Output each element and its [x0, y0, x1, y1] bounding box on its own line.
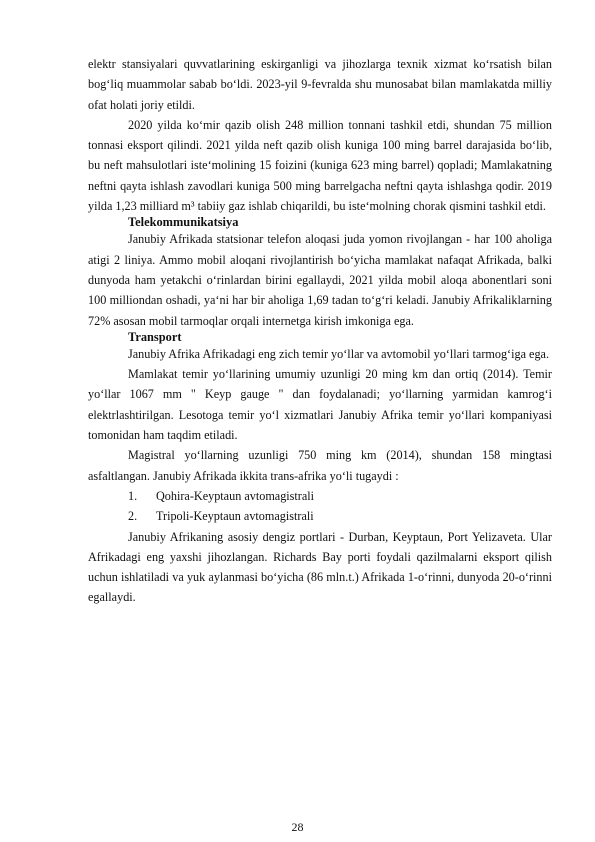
- paragraph-highways: Magistral yo‘llarning uzunligi 750 ming km (2014), shundan 158 mingtasi asfaltlangan. Janubiy Afrikada ikkita trans-afrika yo‘li tugaydi :: [88, 448, 552, 483]
- list-item-number: 2.: [128, 509, 138, 524]
- paragraph-transport-network: Janubiy Afrika Afrikadagi eng zich temir yo‘llar va avtomobil yo‘llari tarmog‘iga ega.: [128, 346, 550, 361]
- list-item-number: 1.: [128, 488, 138, 503]
- paragraph-seaports: Janubiy Afrikaning asosiy dengiz portlari - Durban, Keyptaun, Port Yelizaveta. Ular Afrikadagi eng yaxshi jihozlangan. Richards Bay porti foydali qazilmalarni eksport qilish uchun ishlatiladi va yuk aylanmasi bo‘yicha (86 mln.t.) Afrikada 1-o‘rinni, dunyoda 20-o‘rinni egallaydi.: [88, 529, 552, 605]
- list-item-text: Tripoli-Keyptaun avtomagistrali: [156, 509, 314, 524]
- list-item: [88, 486, 552, 506]
- paragraph-power-outages: elektr stansiyalari quvvatlarining eskirganligi va jihozlarga texnik xizmat ko‘rsatish bilan bog‘liq muammolar sabab bo‘ldi. 2023-yil 9-fevralda shu munosabat bilan mamlakatda milliy ofat holati joriy etildi.: [88, 57, 552, 112]
- heading-transport: Transport: [128, 329, 182, 344]
- page-number: 28: [291, 820, 304, 834]
- paragraph-railways: Mamlakat temir yo‘llarining umumiy uzunligi 20 ming km dan ortiq (2014). Temir yo‘llar 1067 mm " Keyp gauge " dan foydalanadi; yo‘llarning yarmidan kamrog‘i elektrlashtirilgan. Lesotoga temir yo‘l xizmatlari Janubiy Afrika temir yo‘llari kompaniyasi tomonidan ham taqdim etiladi.: [88, 367, 552, 443]
- document-body: [88, 54, 552, 608]
- paragraph-telecommunications: Janubiy Afrikada statsionar telefon aloqasi juda yomon rivojlangan - har 100 aholiga atigi 2 liniya. Ammo mobil aloqani rivojlantirish bo‘yicha mamlakat nafaqat Afrikada, balki dunyoda ham yetakchi o‘rinlardan birini egallaydi, 2021 yilda mobil aloqa abonentlari soni 100 milliondan oshadi, ya‘ni har bir aholiga 1,69 tadan to‘g‘ri keladi. Janubiy Afrikaliklarning 72% asosan mobil tarmoqlar orqali internetga kirish imkoniga ega.: [88, 232, 552, 328]
- heading-telecommunications: Telekommunikatsiya: [128, 215, 239, 230]
- paragraph-coal-oil-gas: 2020 yilda ko‘mir qazib olish 248 million tonnani tashkil etdi, shundan 75 million tonnasi eksport qilindi. 2021 yilda neft qazib olish kuniga 100 ming barrel darajasida bo‘lib, bu neft mahsulotlari iste‘molining 15 foizini (kuniga 623 ming barrel) qopladi; Mamlakatning neftni qayta ishlash zavodlari kuniga 500 ming barrelgacha neftni qayta ishlashga qodir. 2019 yilda 1,23 milliard m³ tabiiy gaz ishlab chiqarildi, bu iste‘molning chorak qismini tashkil etdi.: [88, 117, 552, 214]
- list-item-text: Qohira-Keyptaun avtomagistrali: [156, 488, 315, 503]
- list-item: [88, 506, 552, 526]
